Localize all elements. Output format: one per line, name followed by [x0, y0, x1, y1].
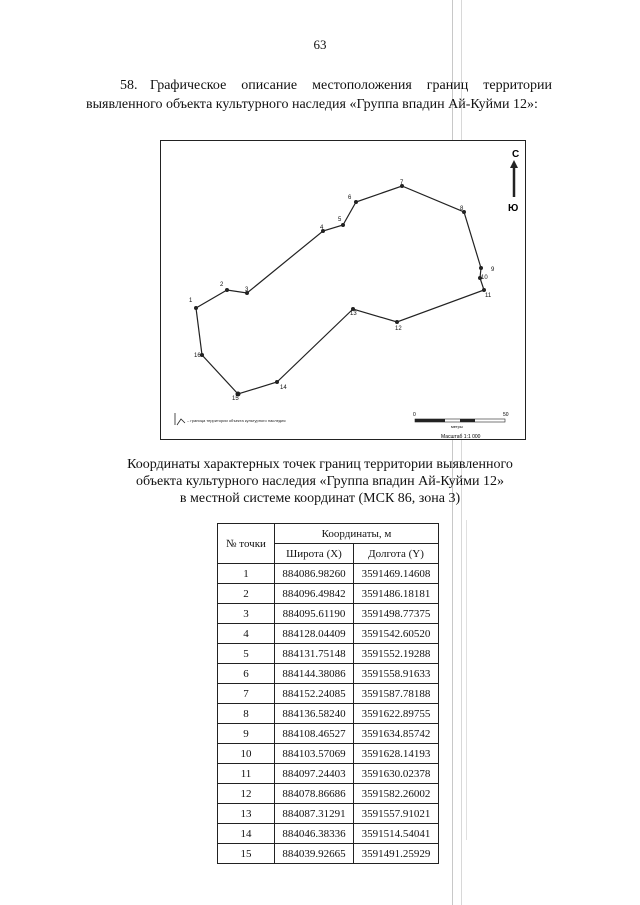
table-row	[218, 784, 439, 804]
point-number-cell: 1	[218, 564, 275, 584]
scan-artifact-line	[461, 0, 462, 905]
table-row	[218, 744, 439, 764]
table-row	[218, 844, 439, 864]
header-point: № точки	[218, 524, 275, 564]
caption-line: объекта культурного наследия «Группа впадин Ай-Куйми 12»	[135, 474, 505, 489]
map-drawing	[161, 141, 527, 441]
point-label: 2	[220, 282, 224, 288]
latitude-cell: 884144.38086	[275, 664, 354, 684]
point-number-cell: 9	[218, 724, 275, 744]
longitude-cell: 3591486.18181	[354, 584, 439, 604]
point-number-cell: 13	[218, 804, 275, 824]
point-number-cell: 15	[218, 844, 275, 864]
point-label: 7	[400, 180, 404, 186]
point-number-cell: 12	[218, 784, 275, 804]
section-heading	[86, 76, 552, 114]
boundary-map	[160, 140, 526, 440]
point-label: 10	[481, 275, 488, 281]
north-arrow-icon	[508, 149, 519, 214]
point-label: 9	[491, 267, 495, 273]
table-row	[218, 764, 439, 784]
latitude-cell: 884095.61190	[275, 604, 354, 624]
point-number-cell: 2	[218, 584, 275, 604]
point-number-cell: 10	[218, 744, 275, 764]
point-label: 14	[280, 385, 287, 391]
svg-text:С: С	[512, 149, 520, 160]
table-row	[218, 604, 439, 624]
longitude-cell: 3591558.91633	[354, 664, 439, 684]
scan-artifact-line	[452, 0, 453, 905]
point-number-cell: 14	[218, 824, 275, 844]
scale-bar	[413, 412, 509, 440]
latitude-cell: 884096.49842	[275, 584, 354, 604]
point-label: 4	[320, 225, 324, 231]
table-row	[218, 664, 439, 684]
point-number-cell: 5	[218, 644, 275, 664]
latitude-cell: 884087.31291	[275, 804, 354, 824]
section-title: Графическое описание местоположения границ территории выявленного объекта культурного наследия «Группа впадин Ай-Куйми 12»:	[86, 78, 552, 112]
caption-line: Координаты характерных точек границ территории выявленного	[127, 457, 513, 472]
longitude-cell: 3591634.85742	[354, 724, 439, 744]
longitude-cell: 3591514.54041	[354, 824, 439, 844]
longitude-cell: 3591587.78188	[354, 684, 439, 704]
point-number-cell: 3	[218, 604, 275, 624]
svg-text:Ю: Ю	[508, 203, 519, 214]
longitude-cell: 3591582.26002	[354, 784, 439, 804]
point-number-cell: 4	[218, 624, 275, 644]
caption-line: в местной системе координат (МСК 86, зона 3)	[179, 491, 461, 506]
latitude-cell: 884039.92665	[275, 844, 354, 864]
svg-text:0: 0	[413, 412, 416, 418]
point-label: 1	[189, 298, 193, 304]
point-label: 8	[460, 206, 464, 212]
scan-artifact-line	[466, 520, 467, 840]
point-label: 11	[485, 293, 492, 299]
point-number-cell: 11	[218, 764, 275, 784]
longitude-cell: 3591542.60520	[354, 624, 439, 644]
latitude-cell: 884128.04409	[275, 624, 354, 644]
table-row	[218, 644, 439, 664]
point-number-cell: 6	[218, 664, 275, 684]
table-caption	[0, 456, 640, 507]
point-number-cell: 7	[218, 684, 275, 704]
latitude-cell: 884078.86686	[275, 784, 354, 804]
latitude-cell: 884086.98260	[275, 564, 354, 584]
table-row	[218, 704, 439, 724]
latitude-cell: 884103.57069	[275, 744, 354, 764]
table-row	[218, 804, 439, 824]
longitude-cell: 3591469.14608	[354, 564, 439, 584]
longitude-cell: 3591552.19288	[354, 644, 439, 664]
latitude-cell: 884097.24403	[275, 764, 354, 784]
longitude-cell: 3591622.89755	[354, 704, 439, 724]
longitude-cell: 3591628.14193	[354, 744, 439, 764]
table-row	[218, 584, 439, 604]
table-row	[218, 684, 439, 704]
latitude-cell: 884046.38336	[275, 824, 354, 844]
header-latitude: Широта (X)	[275, 544, 354, 564]
longitude-cell: 3591630.02378	[354, 764, 439, 784]
point-label: 12	[395, 326, 402, 332]
point-label: 16	[194, 353, 201, 359]
latitude-cell: 884152.24085	[275, 684, 354, 704]
longitude-cell: 3591498.77375	[354, 604, 439, 624]
table-row	[218, 824, 439, 844]
point-label: 13	[350, 311, 357, 317]
latitude-cell: 884131.75148	[275, 644, 354, 664]
coordinates-table	[217, 523, 439, 864]
page-number: 63	[313, 37, 327, 52]
svg-text:метры: метры	[451, 424, 463, 429]
section-number: 58.	[120, 78, 138, 93]
table-row	[218, 724, 439, 744]
point-label: 5	[338, 217, 342, 223]
point-label: 15	[232, 396, 239, 402]
svg-text:50: 50	[503, 412, 509, 418]
svg-text:Масштаб 1:1 000: Масштаб 1:1 000	[441, 434, 481, 440]
table-row	[218, 564, 439, 584]
svg-text:– граница территории объекта к: – граница территории объекта культурного наследия	[187, 418, 286, 423]
map-legend	[175, 413, 286, 425]
header-coordinates: Координаты, м	[275, 524, 439, 544]
point-label: 3	[245, 287, 249, 293]
latitude-cell: 884108.46527	[275, 724, 354, 744]
longitude-cell: 3591491.25929	[354, 844, 439, 864]
point-label: 6	[348, 195, 352, 201]
point-number-cell: 8	[218, 704, 275, 724]
header-longitude: Долгота (Y)	[354, 544, 439, 564]
table-row	[218, 624, 439, 644]
coordinates-body	[218, 564, 439, 864]
latitude-cell: 884136.58240	[275, 704, 354, 724]
longitude-cell: 3591557.91021	[354, 804, 439, 824]
